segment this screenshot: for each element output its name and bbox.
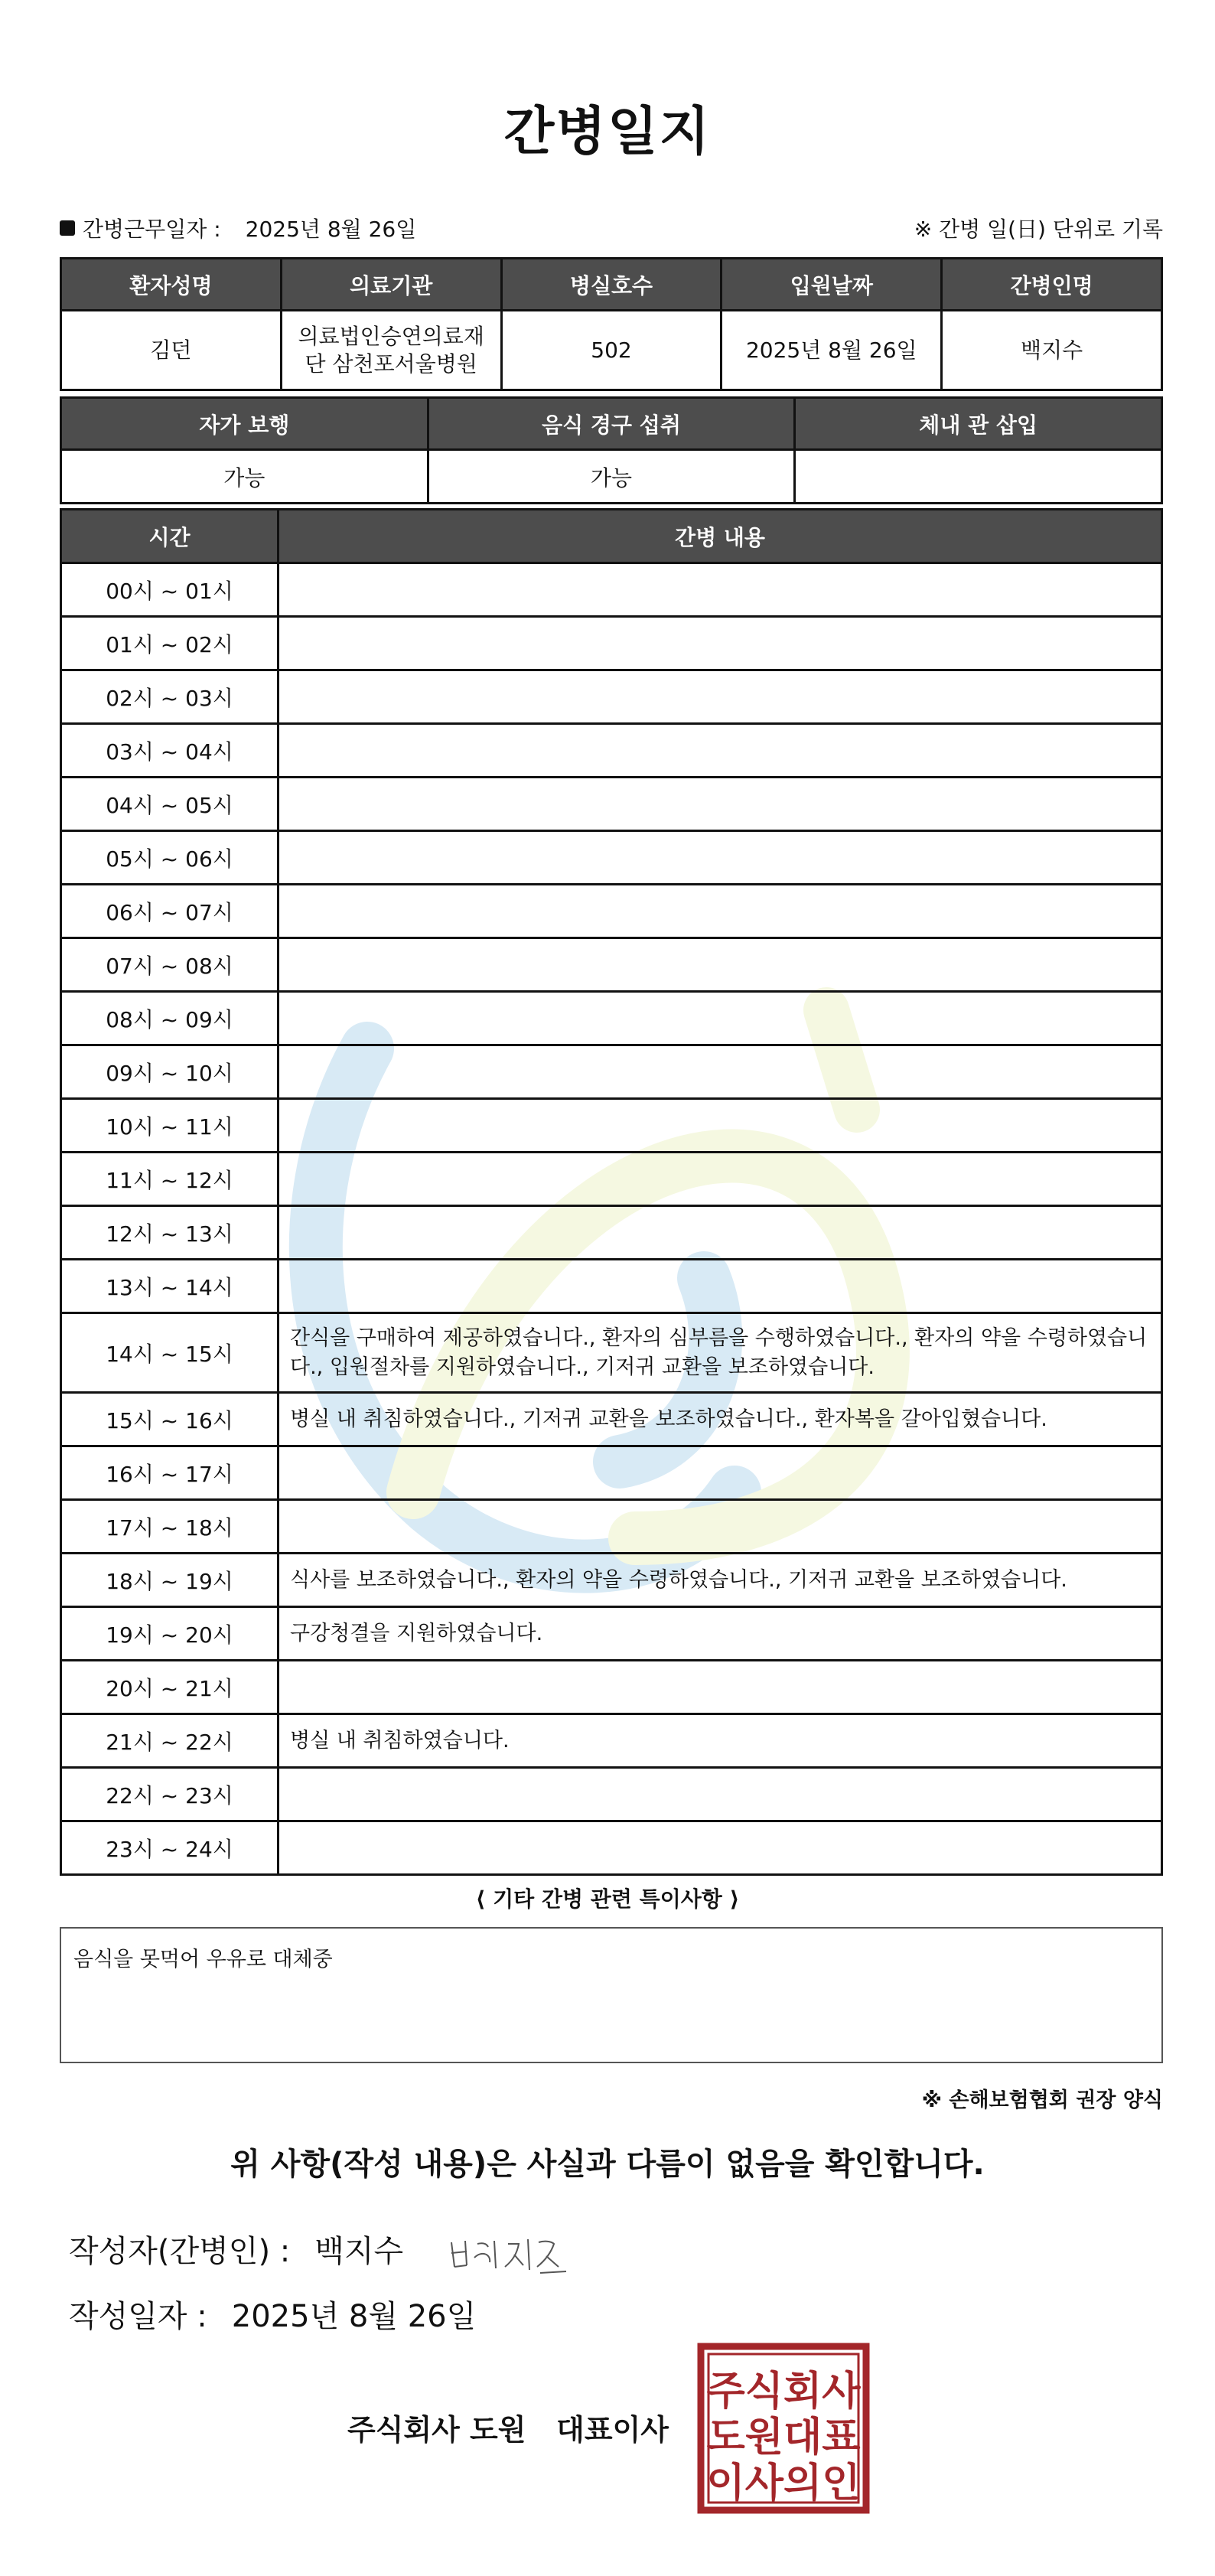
handwritten-signature xyxy=(444,2227,574,2281)
patient-info-value-row xyxy=(61,311,1162,390)
header-patient-name: 환자성명 xyxy=(61,259,282,311)
log-content-cell xyxy=(279,938,1162,992)
work-date-label: 간병근무일자 : xyxy=(83,217,221,242)
admission-date-value: 2025년 8월 26일 xyxy=(722,311,942,390)
log-content-cell xyxy=(279,885,1162,938)
log-time-cell: 14시 ~ 15시 xyxy=(61,1313,279,1393)
log-row xyxy=(61,1313,1162,1393)
log-row xyxy=(61,1821,1162,1875)
log-content-cell xyxy=(279,1260,1162,1313)
written-date-value: 2025년 8월 26일 xyxy=(231,2299,477,2334)
log-content-cell xyxy=(279,778,1162,831)
log-content-cell xyxy=(279,1206,1162,1260)
signer-label: 작성자(간병인) : xyxy=(69,2234,291,2269)
signer-name: 백지수 xyxy=(314,2234,404,2269)
log-row xyxy=(61,992,1162,1045)
log-content-cell: 구강청결을 지원하였습니다. xyxy=(279,1607,1162,1661)
log-time-cell: 10시 ~ 11시 xyxy=(61,1099,279,1153)
log-time-cell: 21시 ~ 22시 xyxy=(61,1714,279,1768)
written-date-row xyxy=(69,2292,476,2336)
log-header-row xyxy=(61,510,1162,563)
log-time-cell: 11시 ~ 12시 xyxy=(61,1153,279,1206)
log-content-cell xyxy=(279,563,1162,617)
room-value: 502 xyxy=(501,311,722,390)
log-row xyxy=(61,885,1162,938)
patient-status-table xyxy=(60,396,1163,504)
log-content-cell xyxy=(279,992,1162,1045)
hospital-value-line2: 단 삼천포서울병원 xyxy=(305,351,477,377)
log-time-cell: 08시 ~ 09시 xyxy=(61,992,279,1045)
log-time-cell: 17시 ~ 18시 xyxy=(61,1500,279,1554)
patient-info-table xyxy=(60,257,1163,391)
log-time-cell: 09시 ~ 10시 xyxy=(61,1045,279,1099)
log-row xyxy=(61,1554,1162,1607)
log-time-cell: 13시 ~ 14시 xyxy=(61,1260,279,1313)
log-row xyxy=(61,1206,1162,1260)
log-content-cell: 병실 내 취침하였습니다., 기저귀 교환을 보조하였습니다., 환자복을 갈아입혔습니다. xyxy=(279,1393,1162,1446)
tube-insertion-value xyxy=(795,450,1162,504)
hourly-log-table xyxy=(60,508,1163,1876)
bullet-square-icon xyxy=(60,220,75,236)
caregiver-value: 백지수 xyxy=(942,311,1162,390)
record-unit-note: ※ 간병 일(日) 단위로 기록 xyxy=(914,217,1163,242)
header-admission-date: 입원날짜 xyxy=(722,259,942,311)
header-hospital: 의료기관 xyxy=(281,259,501,311)
log-content-cell xyxy=(279,1446,1162,1500)
log-time-cell: 16시 ~ 17시 xyxy=(61,1446,279,1500)
log-content-cell xyxy=(279,1099,1162,1153)
company-representative: 주식회사 도원 대표이사 xyxy=(347,2413,669,2447)
log-row xyxy=(61,1714,1162,1768)
meta-row xyxy=(60,213,1163,243)
self-walking-value: 가능 xyxy=(61,450,428,504)
log-time-cell: 04시 ~ 05시 xyxy=(61,778,279,831)
header-room: 병실호수 xyxy=(501,259,722,311)
seal-line-3: 이사의인 xyxy=(706,2460,861,2506)
document-title: 간병일지 xyxy=(503,102,712,162)
log-time-cell: 06시 ~ 07시 xyxy=(61,885,279,938)
patient-name-value: 김던 xyxy=(61,311,282,390)
log-row xyxy=(61,1393,1162,1446)
oral-intake-value: 가능 xyxy=(428,450,795,504)
log-time-cell: 15시 ~ 16시 xyxy=(61,1393,279,1446)
log-row xyxy=(61,617,1162,670)
log-content-cell xyxy=(279,670,1162,724)
hospital-value-line1: 의료법인승연의료재 xyxy=(298,323,484,349)
header-caregiver: 간병인명 xyxy=(942,259,1162,311)
special-notes-title: ⟨ 기타 간병 관련 특이사항 ⟩ xyxy=(475,1886,740,1912)
log-time-cell: 19시 ~ 20시 xyxy=(61,1607,279,1661)
log-content-cell: 식사를 보조하였습니다., 환자의 약을 수령하였습니다., 기저귀 교환을 보조하였습니다. xyxy=(279,1554,1162,1607)
log-row xyxy=(61,724,1162,778)
log-content-cell xyxy=(279,1045,1162,1099)
log-time-cell: 00시 ~ 01시 xyxy=(61,563,279,617)
log-content-cell xyxy=(279,1821,1162,1875)
log-content-cell xyxy=(279,1661,1162,1714)
status-header-row xyxy=(61,398,1162,450)
log-content-cell xyxy=(279,1500,1162,1554)
log-content-cell: 병실 내 취침하였습니다. xyxy=(279,1714,1162,1768)
log-row xyxy=(61,1768,1162,1821)
work-date xyxy=(60,213,416,243)
log-time-cell: 03시 ~ 04시 xyxy=(61,724,279,778)
log-content-cell xyxy=(279,617,1162,670)
log-content-cell xyxy=(279,724,1162,778)
seal-line-2: 도원대표 xyxy=(706,2415,861,2460)
log-row xyxy=(61,563,1162,617)
header-tube-insertion: 체내 관 삽입 xyxy=(795,398,1162,450)
log-row xyxy=(61,1099,1162,1153)
seal-line-1: 주식회사 xyxy=(706,2369,861,2415)
confirmation-statement: 위 사항(작성 내용)은 사실과 다름이 없음을 확인합니다. xyxy=(230,2147,985,2182)
log-row xyxy=(61,778,1162,831)
header-care-content: 간병 내용 xyxy=(279,510,1162,563)
special-notes-box: 음식을 못먹어 우유로 대체중 xyxy=(60,1927,1163,2063)
log-row xyxy=(61,1500,1162,1554)
signer-row xyxy=(69,2227,403,2271)
work-date-value: 2025년 8월 26일 xyxy=(245,217,417,242)
log-content-cell xyxy=(279,831,1162,885)
log-row xyxy=(61,1607,1162,1661)
log-time-cell: 22시 ~ 23시 xyxy=(61,1768,279,1821)
form-source-note: ※ 손해보험협회 권장 양식 xyxy=(921,2089,1163,2112)
log-row xyxy=(61,938,1162,992)
log-row xyxy=(61,1446,1162,1500)
log-content-cell xyxy=(279,1153,1162,1206)
log-time-cell: 05시 ~ 06시 xyxy=(61,831,279,885)
log-row xyxy=(61,1045,1162,1099)
log-time-cell: 02시 ~ 03시 xyxy=(61,670,279,724)
log-time-cell: 18시 ~ 19시 xyxy=(61,1554,279,1607)
log-time-cell: 07시 ~ 08시 xyxy=(61,938,279,992)
log-row xyxy=(61,831,1162,885)
status-value-row xyxy=(61,450,1162,504)
log-time-cell: 12시 ~ 13시 xyxy=(61,1206,279,1260)
log-row xyxy=(61,670,1162,724)
log-row xyxy=(61,1153,1162,1206)
log-time-cell: 01시 ~ 02시 xyxy=(61,617,279,670)
patient-info-header-row xyxy=(61,259,1162,311)
written-date-label: 작성일자 : xyxy=(69,2299,207,2334)
log-time-cell: 20시 ~ 21시 xyxy=(61,1661,279,1714)
company-seal-stamp xyxy=(696,2342,871,2515)
hospital-value xyxy=(281,311,501,390)
log-row xyxy=(61,1661,1162,1714)
log-row xyxy=(61,1260,1162,1313)
log-time-cell: 23시 ~ 24시 xyxy=(61,1821,279,1875)
header-time: 시간 xyxy=(61,510,279,563)
header-self-walking: 자가 보행 xyxy=(61,398,428,450)
header-oral-intake: 음식 경구 섭취 xyxy=(428,398,795,450)
log-content-cell: 간식을 구매하여 제공하였습니다., 환자의 심부름을 수행하였습니다., 환자의 약을 수령하였습니다., 입원절차를 지원하였습니다., 기저귀 교환을 보조하였습니다. xyxy=(279,1313,1162,1393)
log-content-cell xyxy=(279,1768,1162,1821)
